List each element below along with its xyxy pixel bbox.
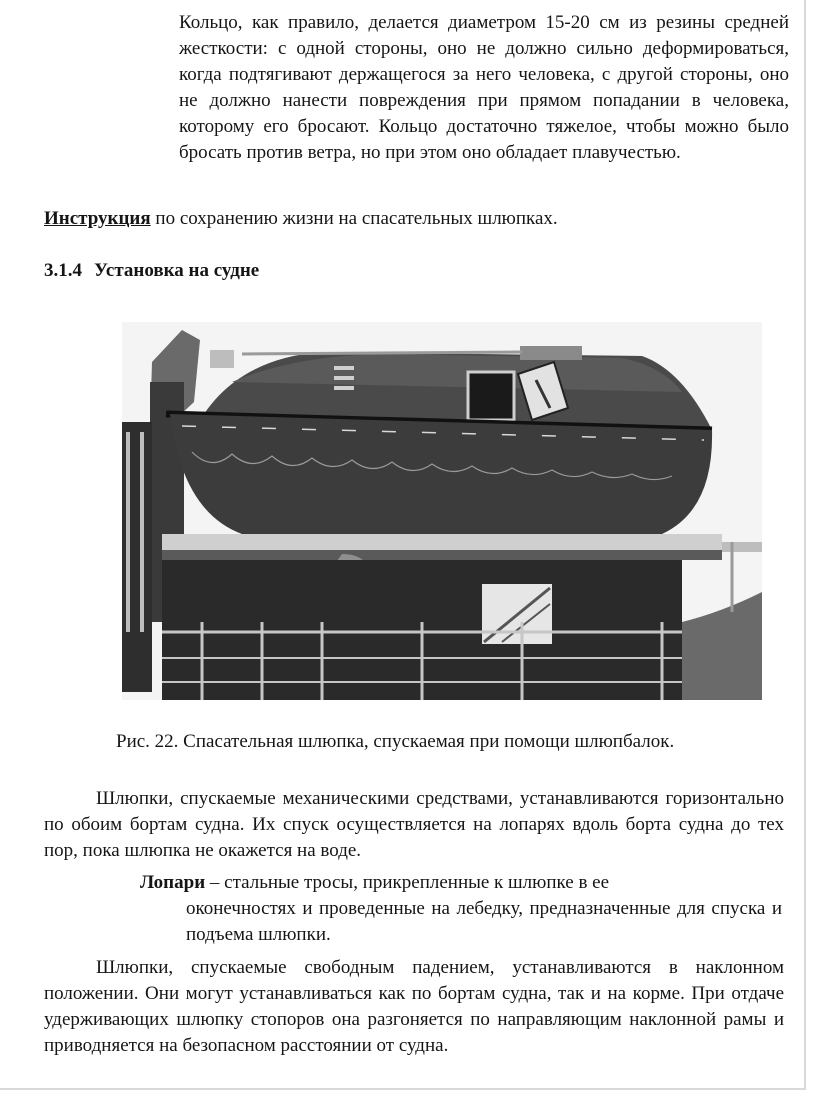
definition-first-line: – стальные тросы, прикрепленные к шлюпке в ее — [205, 872, 610, 893]
intro-paragraph: Кольцо, как правило, делается диаметром 15-20 см из резины средней жесткости: с одной стороны, оно не должно сильно деформироваться, когда подтягивают держащегося за него человека, с другой стороны, оно не должно нанести повреждения при прямом попадании в человека, которому его бросают. Кольцо достаточно тяжелое, чтобы можно было бросать против ветра, но при этом оно обладает плавучестью. — [179, 12, 789, 163]
instruction-label: Инструкция — [44, 208, 151, 229]
instruction-text: по сохранению жизни на спасательных шлюпках. — [150, 208, 558, 229]
definition-rest: оконечностях и проведенные на лебедку, предназначенные для спуска и подъема шлюпки. — [186, 898, 782, 945]
lifeboat-photo — [122, 322, 762, 700]
definition-paragraph — [140, 870, 782, 948]
paragraph-freefall: Шлюпки, спускаемые свободным падением, устанавливаются в наклонном положении. Они могут устанавливаться как по бортам судна, так и на корме. При отдаче удерживающих шлюпку стопоров она разгоняется по направляющим наклонной рамы и приводняется на безопасном расстоянии от судна. — [44, 957, 784, 1056]
lifeboat-illustration — [122, 322, 762, 700]
instruction-line — [44, 208, 558, 230]
section-number: 3.1.4 — [44, 260, 82, 281]
section-title: Установка на судне — [94, 260, 260, 281]
figure-caption: Рис. 22. Спасательная шлюпка, спускаемая при помощи шлюпбалок. — [116, 731, 675, 752]
definition-term: Лопари — [140, 872, 206, 893]
paragraph-mechanical: Шлюпки, спускаемые механическими средствами, устанавливаются горизонтально по обоим бортам судна. Их спуск осуществляется на лопарях вдоль борта судна до тех пор, пока шлюпка не окажется на воде. — [44, 788, 784, 861]
section-heading — [44, 260, 259, 282]
